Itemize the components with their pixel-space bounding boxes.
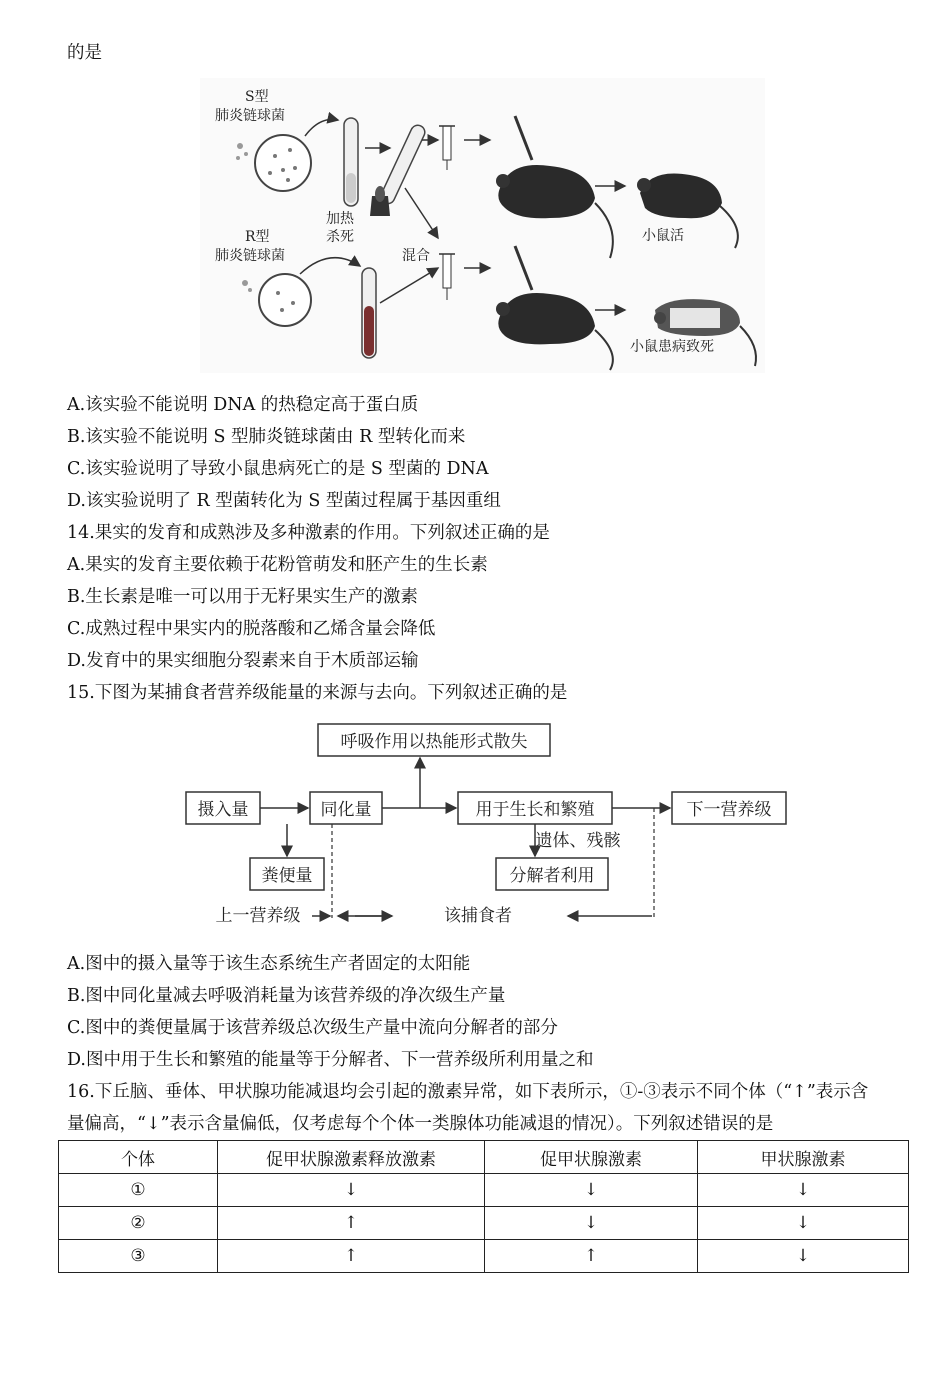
transformation-experiment-figure (200, 78, 765, 373)
s-test-tube-icon (344, 118, 358, 206)
table-cell: ↓ (218, 1174, 485, 1207)
q13-option-c: C.该实验说明了导致小鼠患病死亡的是 S 型菌的 DNA (67, 459, 489, 479)
q13-option-a: A.该实验不能说明 DNA 的热稳定高于蛋白质 (67, 395, 419, 415)
mouse-dead-label: 小鼠患病致死 (630, 339, 714, 355)
r-type-label: R型 (245, 229, 270, 245)
q14-option-d: D.发育中的果实细胞分裂素来自于木质部运输 (67, 651, 419, 671)
feces-box: 粪便量 (261, 866, 313, 886)
header-individual: 个体 (59, 1141, 218, 1174)
q16-stem-line2: 量偏高，“↓”表示含量偏低，仅考虑每个个体一类腺体功能减退的情况）。下列叙述错误的是 (67, 1114, 774, 1134)
table-cell: ↑ (218, 1240, 485, 1273)
header-thyroid-hormone: 甲状腺激素 (698, 1141, 909, 1174)
this-predator-label: 该捕食者 (444, 906, 512, 926)
q15-stem: 15.下图为某捕食者营养级能量的来源与去向。下列叙述正确的是 (67, 683, 568, 703)
header-tsh: 促甲状腺激素 (485, 1141, 698, 1174)
q13-option-b: B.该实验不能说明 S 型肺炎链球菌由 R 型转化而来 (67, 427, 466, 447)
table-cell: ③ (59, 1240, 218, 1273)
table-cell: ↓ (485, 1207, 698, 1240)
q15-option-b: B.图中同化量减去呼吸消耗量为该营养级的净次级生产量 (67, 986, 506, 1006)
q15-option-d: D.图中用于生长和繁殖的能量等于分解者、下一营养级所利用量之和 (67, 1050, 594, 1070)
table-cell: ↓ (485, 1174, 698, 1207)
respiration-box: 呼吸作用以热能形式散失 (340, 732, 528, 752)
q15-option-c: C.图中的粪便量属于该营养级总次级生产量中流向分解者的部分 (67, 1018, 558, 1038)
table-cell: ↓ (698, 1240, 909, 1273)
table-cell: ↓ (698, 1207, 909, 1240)
assimilation-box: 同化量 (320, 800, 372, 820)
table-cell: ② (59, 1207, 218, 1240)
q14-option-b: B.生长素是唯一可以用于无籽果实生产的激素 (67, 587, 418, 607)
table-row (59, 1174, 909, 1207)
q16-stem-line1: 16.下丘脑、垂体、甲状腺功能减退均会引起的激素异常，如下表所示，①-③表示不同个体（“↑”表示含 (67, 1082, 869, 1102)
q13-option-d: D.该实验说明了 R 型菌转化为 S 型菌过程属于基因重组 (67, 491, 501, 511)
top-fragment: 的是 (67, 43, 102, 63)
table-cell: ① (59, 1174, 218, 1207)
r-type-name: 肺炎链球菌 (215, 248, 285, 264)
decomposer-box: 分解者利用 (509, 866, 595, 886)
s-type-name: 肺炎链球菌 (215, 108, 285, 124)
header-trh: 促甲状腺激素释放激素 (218, 1141, 485, 1174)
mouse-alive-label: 小鼠活 (642, 228, 684, 244)
intake-box: 摄入量 (197, 800, 249, 820)
table-header-row (59, 1141, 909, 1174)
table-row (59, 1240, 909, 1273)
r-test-tube-icon (362, 268, 376, 358)
q15-option-a: A.图中的摄入量等于该生态系统生产者固定的太阳能 (67, 954, 471, 974)
heat-kill-label-2: 杀死 (326, 229, 354, 245)
q14-option-a: A.果实的发育主要依赖于花粉管萌发和胚产生的生长素 (67, 555, 488, 575)
table-cell: ↓ (698, 1174, 909, 1207)
q14-stem: 14.果实的发育和成熟涉及多种激素的作用。下列叙述正确的是 (67, 523, 550, 543)
remains-label: 遗体、残骸 (535, 831, 621, 851)
q14-option-c: C.成熟过程中果实内的脱落酸和乙烯含量会降低 (67, 619, 436, 639)
table-cell: ↑ (218, 1207, 485, 1240)
s-type-label: S型 (245, 89, 269, 105)
table-row (59, 1207, 909, 1240)
table-cell: ↑ (485, 1240, 698, 1273)
hormone-table (58, 1140, 909, 1273)
prev-level-label: 上一营养级 (215, 906, 301, 926)
energy-flow-diagram (180, 718, 800, 938)
growth-box: 用于生长和繁殖 (475, 800, 595, 820)
next-level-box: 下一营养级 (686, 800, 772, 820)
mix-label: 混合 (402, 248, 430, 264)
heat-kill-label: 加热 (326, 211, 354, 227)
